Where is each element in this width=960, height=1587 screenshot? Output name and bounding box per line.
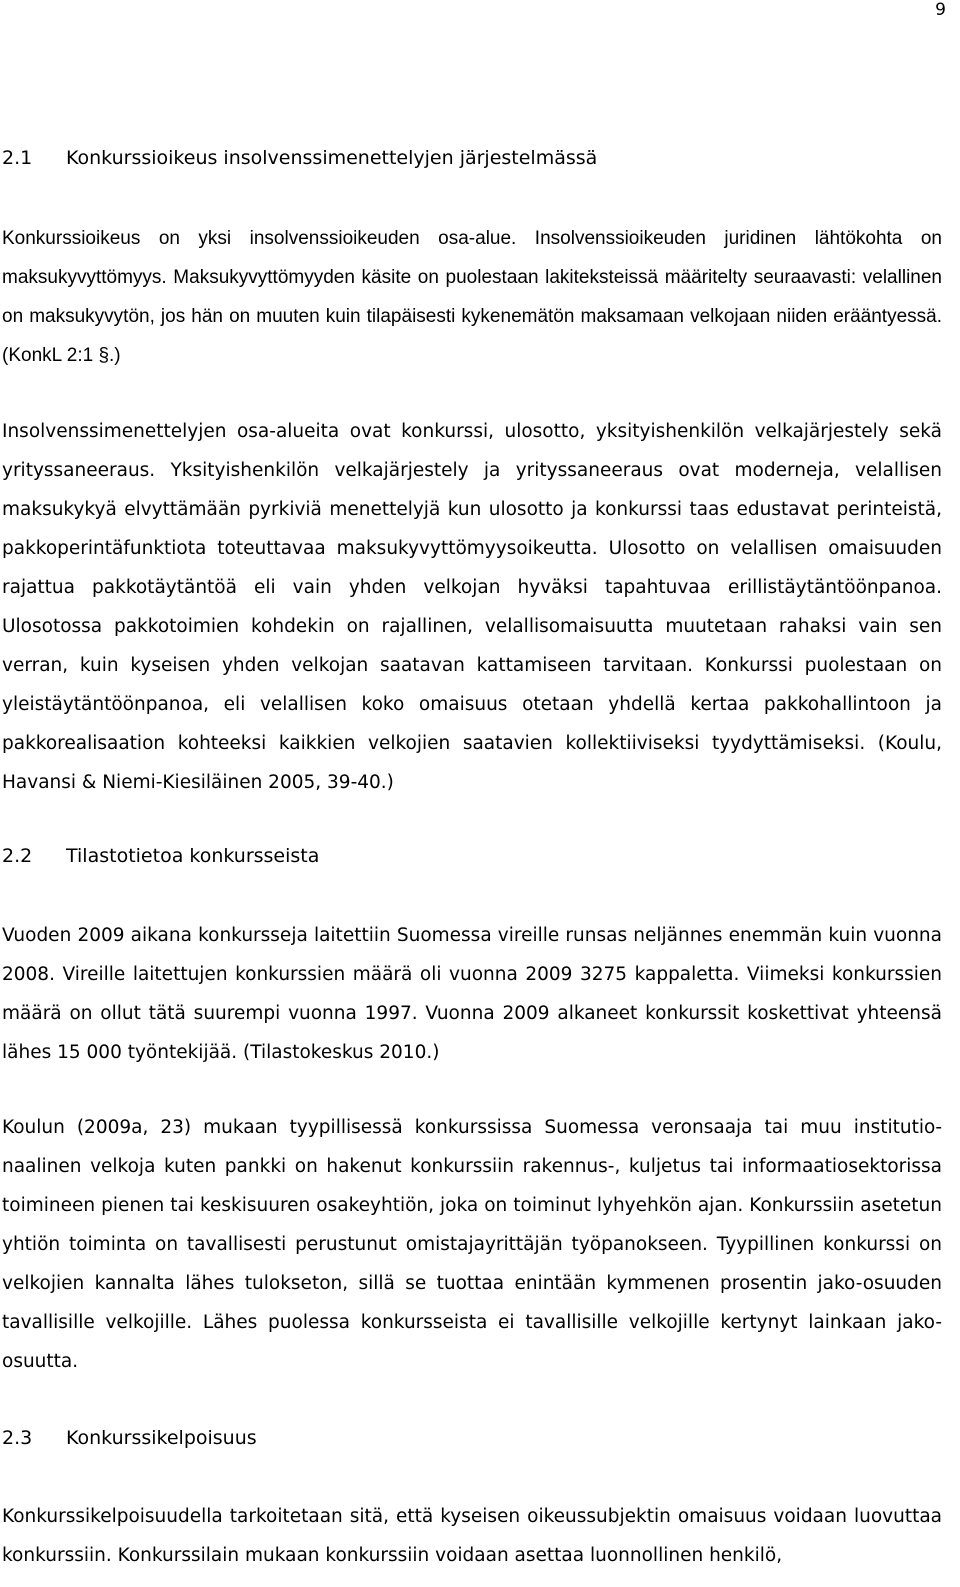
paragraph: Konkurssioikeus on yksi insolvenssioikeuden osa-alue. Insolvenssioikeuden juridinen lähtökohta on maksukyvyttömyys. Maksukyvyttömyyden käsite on puolestaan lakiteksteissä määritelty seuraavasti: velallinen on maksukyvytön, jos hän on muuten kuin tilapäisesti kykenemätön maksamaan velkojaan niiden erääntyessä. (KonkL 2:1 §.) — [2, 228, 942, 366]
paragraph: Insolvenssimenettelyjen osa-alueita ovat konkurssi, ulosotto, yksityishenkilön velkajärjestely sekä yrityssaneeraus. Yksityishenkilön velkajärjestely ja yrityssaneeraus ovat moderneja, velallisen maksukykyä elvyttämään pyrkiviä menettelyjä kun ulosotto ja konkurssi taas edustavat perinteistä, pakkoperintäfunktiota toteuttavaa maksukyvyttömyysoikeutta. Ulosotto on velallisen omaisuuden rajattua pakkotäytäntöä eli vain yhden velkojan hyväksi tapahtuvaa erillistäytäntöönpanoa. Ulosotossa pakkotoimien kohdekin on rajallinen, velallisomaisuutta muutetaan rahaksi vain sen verran, kuin kyseisen yhden velkojan saatavan kattamiseen tarvitaan. Konkurssi puolestaan on yleistäytäntöönpanoa, eli velallisen koko omaisuus otetaan yhdellä kertaa pakkohallintoon ja pakkorealisaation kohteeksi kaikkien velkojien saatavien kollektiiviseksi tyydyttämiseksi. (Koulu, Havansi & Niemi-Kiesiläinen 2005, 39-40.) — [2, 421, 942, 793]
paragraph: Vuoden 2009 aikana konkursseja laitettiin Suomessa vireille runsas neljännes enemmän kuin vuonna 2008. Vireille laitettujen konkurssien määrä oli vuonna 2009 3275 kappaletta. Viimeksi konkurssien määrä on ollut tätä suurempi vuonna 1997. Vuonna 2009 alkaneet konkurssit koskettivat yhteensä lähes 15 000 työntekijää. (Tilastokeskus 2010.) — [2, 925, 942, 1063]
paragraph: Konkurssikelpoisuudella tarkoitetaan sitä, että kyseisen oikeussubjektin omaisuus voidaan luovuttaa konkurssiin. Konkurssilain mukaan konkurssiin voidaan asettaa luonnollinen henkilö, — [2, 1506, 942, 1566]
section-title: Tilastotietoa konkursseista — [66, 845, 320, 867]
section-number: 2.1 — [2, 147, 33, 169]
section-number: 2.2 — [2, 845, 33, 867]
section-heading-2-3 — [2, 1426, 257, 1450]
section-number: 2.3 — [2, 1427, 33, 1449]
section-heading-2-2 — [2, 844, 319, 868]
paragraph: Koulun (2009a, 23) mukaan tyypillisessä konkurssissa Suomessa veronsaaja tai muu institutionaalinen velkoja kuten pankki on hakenut konkurssiin rakennus-, kuljetus tai informaatiosektorissa toimineen pienen tai keskisuuren osakeyhtiön, joka on toiminut lyhyehkön ajan. Konkurssiin asetetun yhtiön toiminta on tavallisesti perustunut omistajayrittäjän työpanokseen. Tyypillinen konkurssi on velkojien kannalta lähes tulokseton, sillä se tuottaa enintään kymmenen prosentin jako-osuuden tavallisille velkojille. Lähes puolessa konkursseista ei tavallisille velkojille kertynyt lainkaan jako-osuutta. — [2, 1117, 942, 1372]
section-heading-2-1 — [2, 146, 597, 170]
section-title: Konkurssioikeus insolvenssimenettelyjen järjestelmässä — [66, 147, 598, 169]
page-number: 9 — [935, 0, 946, 20]
section-title: Konkurssikelpoisuus — [66, 1427, 257, 1449]
